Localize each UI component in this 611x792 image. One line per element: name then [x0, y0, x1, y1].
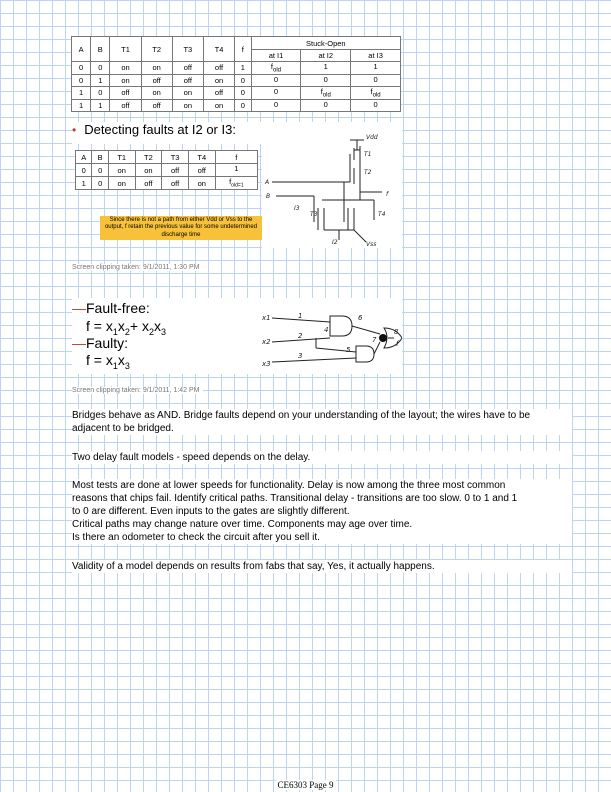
table-cell: $f_{old}$ [251, 62, 301, 75]
table-cell: on [135, 164, 162, 177]
table-cell: 0 [235, 87, 252, 100]
bullet-icon: • [72, 123, 77, 137]
paragraph-tests: Most tests are done at lower speeds for functionality. Delay is now among the three most common reasons that chips fail. Identify critical paths. Transitional delay - transitions are too slow. 0 to 1 and 1 to 0 are different. Even inputs to the gates are slightly different. Critical paths may change nature over time. Components may age over time. Is there an odometer to check the circuit after you sell it. [72, 479, 572, 544]
table-cell: 0 [72, 74, 91, 87]
table-row [72, 99, 401, 112]
table-cell: off [162, 177, 189, 190]
label-f: f [396, 340, 399, 348]
table-cell: on [188, 177, 215, 190]
table-cell: off [110, 99, 141, 112]
paragraph-bridges: Bridges behave as AND. Bridge faults depend on your understanding of the layout; the wires have to be adjacent to be bridged. [72, 409, 572, 435]
table-cell: off [172, 62, 203, 75]
table-cell: 0 [235, 99, 252, 112]
table-cell: on [110, 62, 141, 75]
label-2: 2 [298, 332, 303, 340]
col-at-i1: at I1 [251, 50, 301, 62]
label-a: A [265, 179, 270, 186]
table-cell: on [172, 99, 203, 112]
label-7: 7 [372, 336, 377, 344]
faulty-label-line [72, 335, 128, 352]
label-x3: x3 [262, 360, 271, 368]
label-t4: T4 [378, 211, 386, 218]
col-group-stuck-open: Stuck-Open [251, 37, 400, 50]
label-t3: T3 [310, 211, 318, 218]
table-cell: on [141, 87, 172, 100]
table-cell: 0 [351, 74, 401, 87]
label-t1: T1 [364, 151, 372, 158]
table-cell: 0 [76, 164, 92, 177]
table-cell: on [110, 74, 141, 87]
fault-free-equation: $f = x_1x_2+ x_2x_3$ [86, 318, 166, 337]
clip-timestamp: Screen clipping taken: 9/1/2011, 1:42 PM [72, 387, 203, 394]
table-row [72, 74, 401, 87]
truth-table-detect [75, 150, 258, 190]
cmos-circuit-sketch [262, 132, 402, 248]
gate-circuit-sketch [262, 304, 402, 370]
label-3: 3 [298, 352, 303, 360]
col-t4: T4 [203, 37, 234, 62]
col-t1: T1 [110, 37, 141, 62]
heading-text: Detecting faults at I2 or I3: [84, 122, 236, 137]
table-cell: off [172, 74, 203, 87]
label-vss: Vss [366, 241, 377, 248]
col-b: B [91, 37, 110, 62]
table-cell: $f_{old}$ [351, 87, 401, 100]
table-cell: off [203, 62, 234, 75]
col-t2: T2 [141, 37, 172, 62]
label-x1: x1 [262, 314, 271, 322]
fault-free-label-line [72, 300, 150, 317]
table-cell: 1 [351, 62, 401, 75]
table-cell: 0 [351, 99, 401, 112]
col-t1: T1 [108, 151, 135, 164]
truth-table-body [76, 164, 258, 190]
table-cell: 1 [76, 177, 92, 190]
label-5: 5 [346, 346, 351, 354]
label-t2: T2 [364, 169, 372, 176]
table-cell: off [141, 74, 172, 87]
table-cell: 0 [301, 74, 351, 87]
col-t3: T3 [162, 151, 189, 164]
table-cell: on [172, 87, 203, 100]
callout-note: Since there is not a path from either Vdd or Vss to the output, f retain the previous value for some undetermined discharge time [100, 216, 262, 240]
dash-icon: — [72, 300, 86, 316]
table-cell: 0 [92, 177, 108, 190]
table-cell: on [108, 177, 135, 190]
table-cell: 1 [301, 62, 351, 75]
label-f: f [386, 191, 389, 198]
label-x2: x2 [262, 338, 271, 346]
col-t2: T2 [135, 151, 162, 164]
label-8: 8 [394, 328, 399, 336]
table-cell: 0 [251, 99, 301, 112]
table-row [76, 164, 258, 177]
dash-icon: — [72, 335, 86, 351]
label-vdd: Vdd [366, 134, 378, 141]
page-footer: CE6303 Page 9 [277, 780, 334, 790]
table-cell: 1 [91, 99, 110, 112]
label-i2: I2 [332, 239, 338, 246]
table-cell: 1 [235, 62, 252, 75]
table-cell: on [203, 99, 234, 112]
label-1: 1 [298, 312, 303, 320]
faulty-equation: $f = x_1x_3$ [86, 352, 130, 371]
table-cell: off [135, 177, 162, 190]
table-cell: 0 [251, 74, 301, 87]
col-at-i2: at I2 [301, 50, 351, 62]
table-cell: off [110, 87, 141, 100]
table-cell: off [188, 164, 215, 177]
col-t4: T4 [188, 151, 215, 164]
truth-table-body [72, 62, 401, 112]
paragraph-delay-models: Two delay fault models - speed depends on the delay. [72, 451, 572, 464]
label-6: 6 [358, 314, 363, 322]
fault-free-label: Fault-free: [86, 300, 150, 316]
col-f: f [235, 37, 252, 62]
col-f: f [215, 151, 257, 164]
table-cell: 0 [72, 62, 91, 75]
table-row [76, 177, 258, 190]
table-row [72, 87, 401, 100]
col-b: B [92, 151, 108, 164]
label-b: B [266, 193, 271, 200]
bridge-dot [379, 334, 387, 342]
table-cell: 1 [72, 99, 91, 112]
table-cell: $f_{old}$ [301, 87, 351, 100]
table-cell: off [141, 99, 172, 112]
bridge-fault-panel [72, 298, 402, 374]
table-cell: 0 [251, 87, 301, 100]
table-cell: 0 [92, 164, 108, 177]
col-a: A [72, 37, 91, 62]
label-4: 4 [324, 326, 329, 334]
label-i3: I3 [294, 205, 300, 212]
faulty-label: Faulty: [86, 335, 129, 351]
table-cell: on [203, 74, 234, 87]
table-cell: off [203, 87, 234, 100]
table-cell: on [141, 62, 172, 75]
table-cell: 0 [91, 87, 110, 100]
table-cell: $f_{old=1}$ [215, 177, 257, 190]
col-t3: T3 [172, 37, 203, 62]
table-cell: 1 [91, 74, 110, 87]
table-row [72, 62, 401, 75]
table-cell: 1 [215, 164, 257, 177]
table-cell: on [108, 164, 135, 177]
col-at-i3: at I3 [351, 50, 401, 62]
clip-timestamp: Screen clipping taken: 9/1/2011, 1:30 PM [72, 264, 203, 271]
table-cell: 0 [91, 62, 110, 75]
table-cell: 1 [72, 87, 91, 100]
col-a: A [76, 151, 92, 164]
paragraph-validity: Validity of a model depends on results from fabs that say, Yes, it actually happens. [72, 560, 572, 573]
table-cell: 0 [301, 99, 351, 112]
table-cell: 0 [235, 74, 252, 87]
table-cell: off [162, 164, 189, 177]
truth-table-stuck-open [71, 36, 401, 112]
